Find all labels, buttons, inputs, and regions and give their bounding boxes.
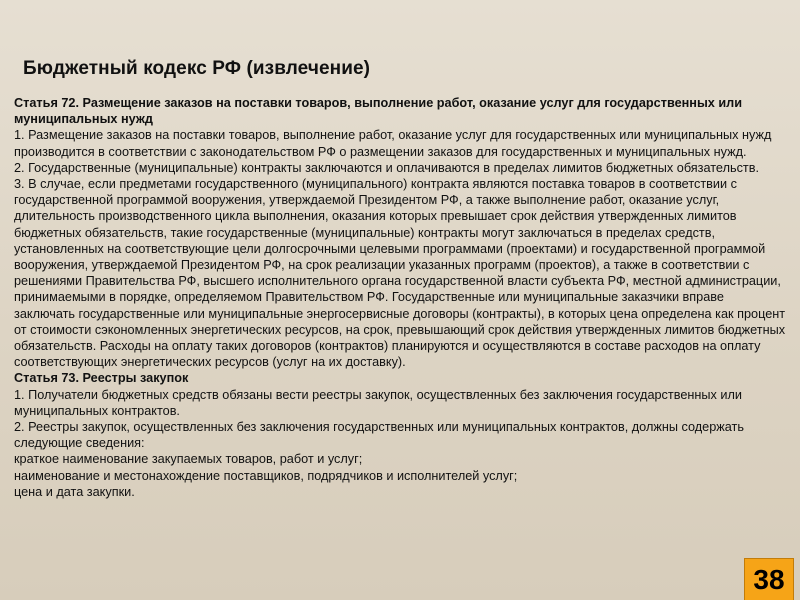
slide-body	[14, 95, 786, 500]
paragraph: 2. Государственные (муниципальные) контракты заключаются и оплачиваются в пределах лимитов бюджетных обязательств.	[14, 160, 760, 175]
slide-title: Бюджетный кодекс РФ (извлечение)	[23, 58, 371, 79]
paragraph: 1. Размещение заказов на поставки товаров, выполнение работ, оказание услуг для государственных или муниципальных нужд производится в соответствии с законодательством РФ о размещении заказов для государственных и муниципальных нужд.	[14, 128, 772, 159]
paragraph: наименование и местонахождение поставщиков, подрядчиков и исполнителей услуг;	[14, 468, 518, 483]
paragraph: 1. Получатели бюджетных средств обязаны вести реестры закупок, осуществленных без заключения государственных или муниципальных контрактов.	[14, 387, 742, 418]
article-73-heading: Статья 73. Реестры закупок	[14, 371, 189, 386]
paragraph: 2. Реестры закупок, осуществленных без заключения государственных или муниципальных контрактов, должны содержать следующие сведения:	[14, 420, 744, 451]
paragraph: цена и дата закупки.	[14, 484, 135, 499]
paragraph: краткое наименование закупаемых товаров, работ и услуг;	[14, 452, 363, 467]
paragraph: 3. В случае, если предметами государственного (муниципального) контракта являются поставка товаров в соответствии с государственной программой вооружения, утверждаемой Президентом РФ, а также выполнение работ, оказание услуг, длительность производственного цикла выполнения, оказания которых превышает срок действия утвержденных лимитов бюджетных обязательств, такие государственные (муниципальные) контракты могут заключаться в пределах средств, установленных на соответствующие цели долгосрочными целевыми программами (проектами) и государственной программой вооружения, утверждаемой Президентом РФ, на срок реализации указанных программ (проектов), а также в соответствии с решениями Правительства РФ, высшего исполнительного органа государственной власти субъекта РФ, местной администрации, принимаемыми в порядке, определяемом Правительством РФ. Государственные или муниципальные заказчики вправе заключать государственные или муниципальные энергосервисные договоры (контракты), в которых цена определена как процент от стоимости сэкономленных энергетических ресурсов, на срок, превышающий срок действия утвержденных лимитов бюджетных обязательств. Расходы на оплату таких договоров (контрактов) планируются и осуществляются в составе расходов на оплату соответствующих энергетических ресурсов (услуг на их доставку).	[14, 177, 786, 370]
page-number-badge: 38	[744, 558, 794, 600]
article-72-heading: Статья 72. Размещение заказов на поставки товаров, выполнение работ, оказание услуг для государственных или муниципальных нужд	[14, 96, 743, 127]
